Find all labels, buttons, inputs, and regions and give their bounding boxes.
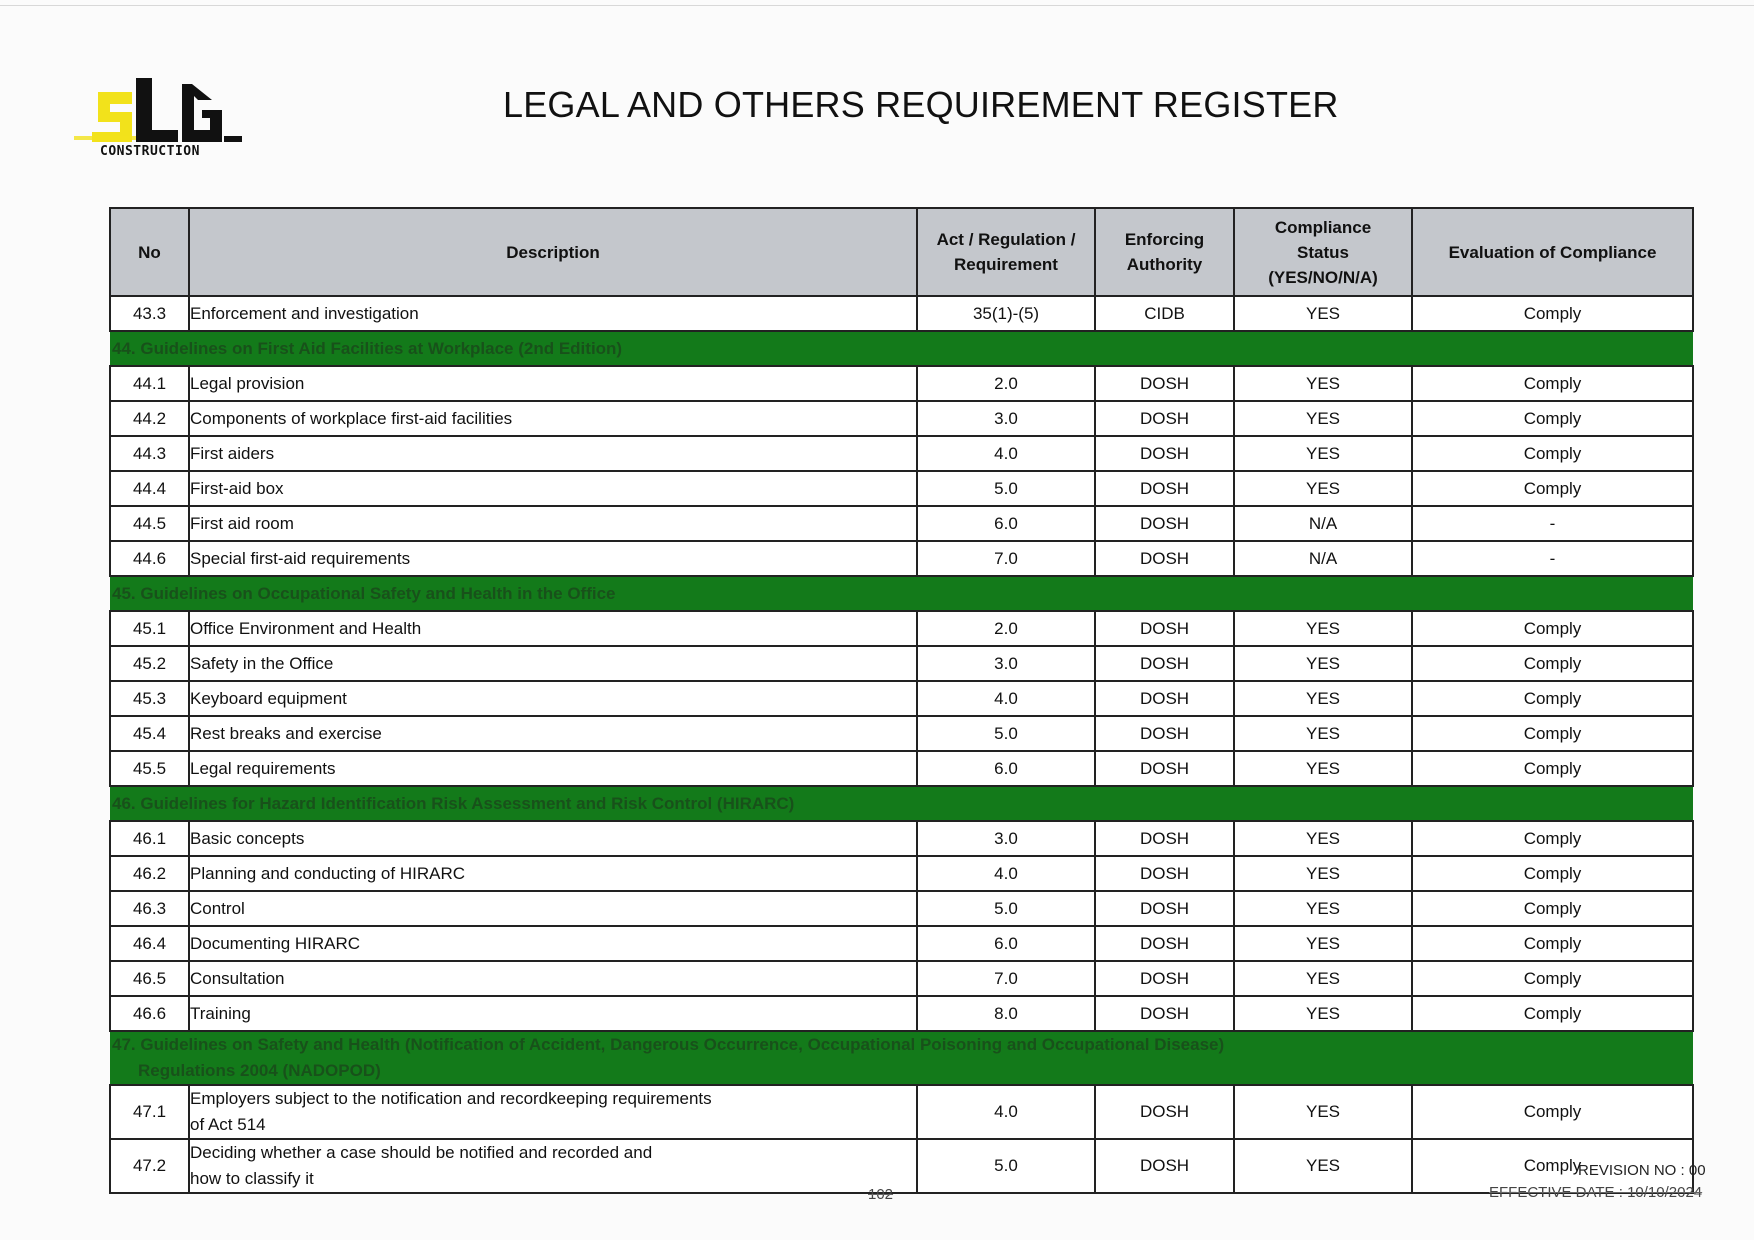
table-body	[110, 296, 1693, 1193]
row-description: Special first-aid requirements	[189, 541, 917, 576]
row-compliance-status: YES	[1234, 681, 1412, 716]
row-description: Planning and conducting of HIRARC	[189, 856, 917, 891]
table-row	[110, 646, 1693, 681]
table-row	[110, 1085, 1693, 1139]
table-header-row	[110, 208, 1693, 296]
requirement-register-table	[109, 207, 1694, 1194]
row-compliance-status: YES	[1234, 856, 1412, 891]
row-enforcing-authority: DOSH	[1095, 926, 1234, 961]
revision-number: REVISION NO : 00	[1578, 1162, 1706, 1179]
section-title-cell	[110, 331, 1693, 366]
row-description: Components of workplace first-aid facilities	[189, 401, 917, 436]
row-number: 43.3	[110, 296, 189, 331]
row-evaluation: -	[1412, 506, 1693, 541]
row-act-reference: 7.0	[917, 961, 1095, 996]
table-row	[110, 611, 1693, 646]
logo-text: CONSTRUCTION	[100, 144, 200, 159]
table-row	[110, 926, 1693, 961]
row-evaluation: Comply	[1412, 821, 1693, 856]
table-row	[110, 716, 1693, 751]
row-act-reference: 2.0	[917, 366, 1095, 401]
row-act-reference: 5.0	[917, 716, 1095, 751]
row-evaluation: Comply	[1412, 366, 1693, 401]
row-enforcing-authority: DOSH	[1095, 681, 1234, 716]
row-evaluation: Comply	[1412, 1139, 1693, 1193]
row-number: 44.1	[110, 366, 189, 401]
row-act-reference: 8.0	[917, 996, 1095, 1031]
row-act-reference: 35(1)-(5)	[917, 296, 1095, 331]
row-enforcing-authority: DOSH	[1095, 646, 1234, 681]
table-row	[110, 471, 1693, 506]
row-description-line1: Employers subject to the notification and recordkeeping requirements	[190, 1089, 712, 1108]
row-act-reference: 4.0	[917, 681, 1095, 716]
page-title: LEGAL AND OTHERS REQUIREMENT REGISTER	[503, 84, 1339, 125]
row-description: Office Environment and Health	[189, 611, 917, 646]
row-act-reference: 4.0	[917, 436, 1095, 471]
row-compliance-status: YES	[1234, 611, 1412, 646]
column-header-no: No	[110, 208, 189, 296]
row-act-reference: 2.0	[917, 611, 1095, 646]
row-act-reference: 5.0	[917, 471, 1095, 506]
row-enforcing-authority: DOSH	[1095, 996, 1234, 1031]
column-header-evaluation: Evaluation of Compliance	[1412, 208, 1693, 296]
row-compliance-status: YES	[1234, 366, 1412, 401]
row-compliance-status: YES	[1234, 296, 1412, 331]
row-number: 44.4	[110, 471, 189, 506]
column-header-authority	[1095, 208, 1234, 296]
row-number: 45.1	[110, 611, 189, 646]
section-header-row	[110, 576, 1693, 611]
table-row	[110, 1139, 1693, 1193]
row-act-reference: 6.0	[917, 751, 1095, 786]
table-row	[110, 996, 1693, 1031]
row-compliance-status: N/A	[1234, 541, 1412, 576]
column-header-status-label: Compliance Status (YES/NO/N/A)	[1268, 217, 1378, 287]
table-row	[110, 891, 1693, 926]
row-number: 47.2	[110, 1139, 189, 1193]
page-number: 102	[868, 1186, 894, 1203]
row-number: 47.1	[110, 1085, 189, 1139]
row-act-reference: 6.0	[917, 926, 1095, 961]
row-description: First aiders	[189, 436, 917, 471]
table-row	[110, 366, 1693, 401]
row-evaluation: Comply	[1412, 401, 1693, 436]
row-description: Control	[189, 891, 917, 926]
row-act-reference: 4.0	[917, 856, 1095, 891]
row-description: Consultation	[189, 961, 917, 996]
table-row	[110, 506, 1693, 541]
row-evaluation: -	[1412, 541, 1693, 576]
row-description: Keyboard equipment	[189, 681, 917, 716]
row-compliance-status: YES	[1234, 891, 1412, 926]
row-enforcing-authority: DOSH	[1095, 541, 1234, 576]
column-header-description: Description	[189, 208, 917, 296]
row-enforcing-authority: DOSH	[1095, 961, 1234, 996]
row-evaluation: Comply	[1412, 961, 1693, 996]
row-evaluation: Comply	[1412, 856, 1693, 891]
row-enforcing-authority: DOSH	[1095, 1085, 1234, 1139]
row-description: Safety in the Office	[189, 646, 917, 681]
table-row	[110, 436, 1693, 471]
row-number: 46.4	[110, 926, 189, 961]
row-description: Basic concepts	[189, 821, 917, 856]
row-act-reference: 3.0	[917, 821, 1095, 856]
top-rule	[0, 5, 1754, 6]
section-title: 45. Guidelines on Occupational Safety and Health in the Office	[112, 583, 616, 603]
row-enforcing-authority: DOSH	[1095, 1139, 1234, 1193]
row-compliance-status: N/A	[1234, 506, 1412, 541]
row-number: 44.3	[110, 436, 189, 471]
row-description: Legal requirements	[189, 751, 917, 786]
row-number: 46.1	[110, 821, 189, 856]
row-description: Enforcement and investigation	[189, 296, 917, 331]
section-title-cell	[110, 1031, 1693, 1085]
row-enforcing-authority: DOSH	[1095, 891, 1234, 926]
row-number: 45.3	[110, 681, 189, 716]
row-number: 45.4	[110, 716, 189, 751]
column-header-act	[917, 208, 1095, 296]
row-description	[189, 1139, 917, 1193]
section-header-row	[110, 786, 1693, 821]
section-title-cell	[110, 576, 1693, 611]
slg-logo-icon	[74, 74, 244, 146]
row-enforcing-authority: DOSH	[1095, 366, 1234, 401]
row-description-line2: how to classify it	[190, 1169, 314, 1188]
row-number: 46.2	[110, 856, 189, 891]
row-enforcing-authority: DOSH	[1095, 471, 1234, 506]
row-enforcing-authority: DOSH	[1095, 821, 1234, 856]
table-row	[110, 541, 1693, 576]
section-header-row	[110, 1031, 1693, 1085]
row-number: 46.3	[110, 891, 189, 926]
row-compliance-status: YES	[1234, 646, 1412, 681]
row-enforcing-authority: DOSH	[1095, 856, 1234, 891]
row-description: Training	[189, 996, 917, 1031]
row-compliance-status: YES	[1234, 996, 1412, 1031]
row-number: 46.6	[110, 996, 189, 1031]
section-title: 47. Guidelines on Safety and Health (Notification of Accident, Dangerous Occurrence, Occupational Poisoning and Occupational Disease)	[112, 1035, 1225, 1054]
table-row	[110, 751, 1693, 786]
table-row	[110, 401, 1693, 436]
row-description: Rest breaks and exercise	[189, 716, 917, 751]
column-header-authority-label: Enforcing Authority	[1124, 230, 1205, 274]
section-title: 46. Guidelines for Hazard Identification Risk Assessment and Risk Control (HIRARC)	[112, 793, 795, 813]
row-compliance-status: YES	[1234, 471, 1412, 506]
row-compliance-status: YES	[1234, 436, 1412, 471]
row-act-reference: 6.0	[917, 506, 1095, 541]
section-title-line2: Regulations 2004 (NADOPOD)	[138, 1061, 381, 1080]
section-title: 44. Guidelines on First Aid Facilities at Workplace (2nd Edition)	[112, 338, 623, 358]
row-evaluation: Comply	[1412, 296, 1693, 331]
row-compliance-status: YES	[1234, 961, 1412, 996]
row-description-line2: of Act 514	[190, 1115, 266, 1134]
row-act-reference: 5.0	[917, 891, 1095, 926]
row-enforcing-authority: DOSH	[1095, 716, 1234, 751]
row-evaluation: Comply	[1412, 891, 1693, 926]
row-evaluation: Comply	[1412, 751, 1693, 786]
row-number: 46.5	[110, 961, 189, 996]
table-row	[110, 856, 1693, 891]
row-compliance-status: YES	[1234, 926, 1412, 961]
row-evaluation: Comply	[1412, 611, 1693, 646]
row-act-reference: 4.0	[917, 1085, 1095, 1139]
company-logo	[74, 74, 244, 160]
table-row	[110, 296, 1693, 331]
row-enforcing-authority: DOSH	[1095, 506, 1234, 541]
row-description	[189, 1085, 917, 1139]
row-evaluation: Comply	[1412, 681, 1693, 716]
row-compliance-status: YES	[1234, 821, 1412, 856]
row-description: First-aid box	[189, 471, 917, 506]
row-act-reference: 3.0	[917, 646, 1095, 681]
row-compliance-status: YES	[1234, 751, 1412, 786]
row-evaluation: Comply	[1412, 996, 1693, 1031]
row-enforcing-authority: DOSH	[1095, 751, 1234, 786]
row-evaluation: Comply	[1412, 926, 1693, 961]
row-enforcing-authority: DOSH	[1095, 611, 1234, 646]
row-description: Legal provision	[189, 366, 917, 401]
row-description-line1: Deciding whether a case should be notified and recorded and	[190, 1143, 653, 1162]
table-row	[110, 961, 1693, 996]
row-act-reference: 7.0	[917, 541, 1095, 576]
row-number: 45.5	[110, 751, 189, 786]
row-act-reference: 3.0	[917, 401, 1095, 436]
section-header-row	[110, 331, 1693, 366]
row-compliance-status: YES	[1234, 1139, 1412, 1193]
table-row	[110, 821, 1693, 856]
row-number: 44.6	[110, 541, 189, 576]
row-enforcing-authority: CIDB	[1095, 296, 1234, 331]
row-evaluation: Comply	[1412, 1085, 1693, 1139]
effective-date: EFFECTIVE DATE : 10/10/2024	[1489, 1184, 1703, 1201]
row-number: 44.5	[110, 506, 189, 541]
row-enforcing-authority: DOSH	[1095, 401, 1234, 436]
column-header-act-label: Act / Regulation / Requirement	[936, 230, 1076, 274]
row-evaluation: Comply	[1412, 716, 1693, 751]
row-compliance-status: YES	[1234, 1085, 1412, 1139]
row-number: 45.2	[110, 646, 189, 681]
column-header-status	[1234, 208, 1412, 296]
row-evaluation: Comply	[1412, 646, 1693, 681]
row-act-reference: 5.0	[917, 1139, 1095, 1193]
row-description: Documenting HIRARC	[189, 926, 917, 961]
section-title-cell	[110, 786, 1693, 821]
row-evaluation: Comply	[1412, 436, 1693, 471]
row-evaluation: Comply	[1412, 471, 1693, 506]
row-description: First aid room	[189, 506, 917, 541]
row-compliance-status: YES	[1234, 401, 1412, 436]
table-row	[110, 681, 1693, 716]
row-enforcing-authority: DOSH	[1095, 436, 1234, 471]
row-number: 44.2	[110, 401, 189, 436]
row-compliance-status: YES	[1234, 716, 1412, 751]
